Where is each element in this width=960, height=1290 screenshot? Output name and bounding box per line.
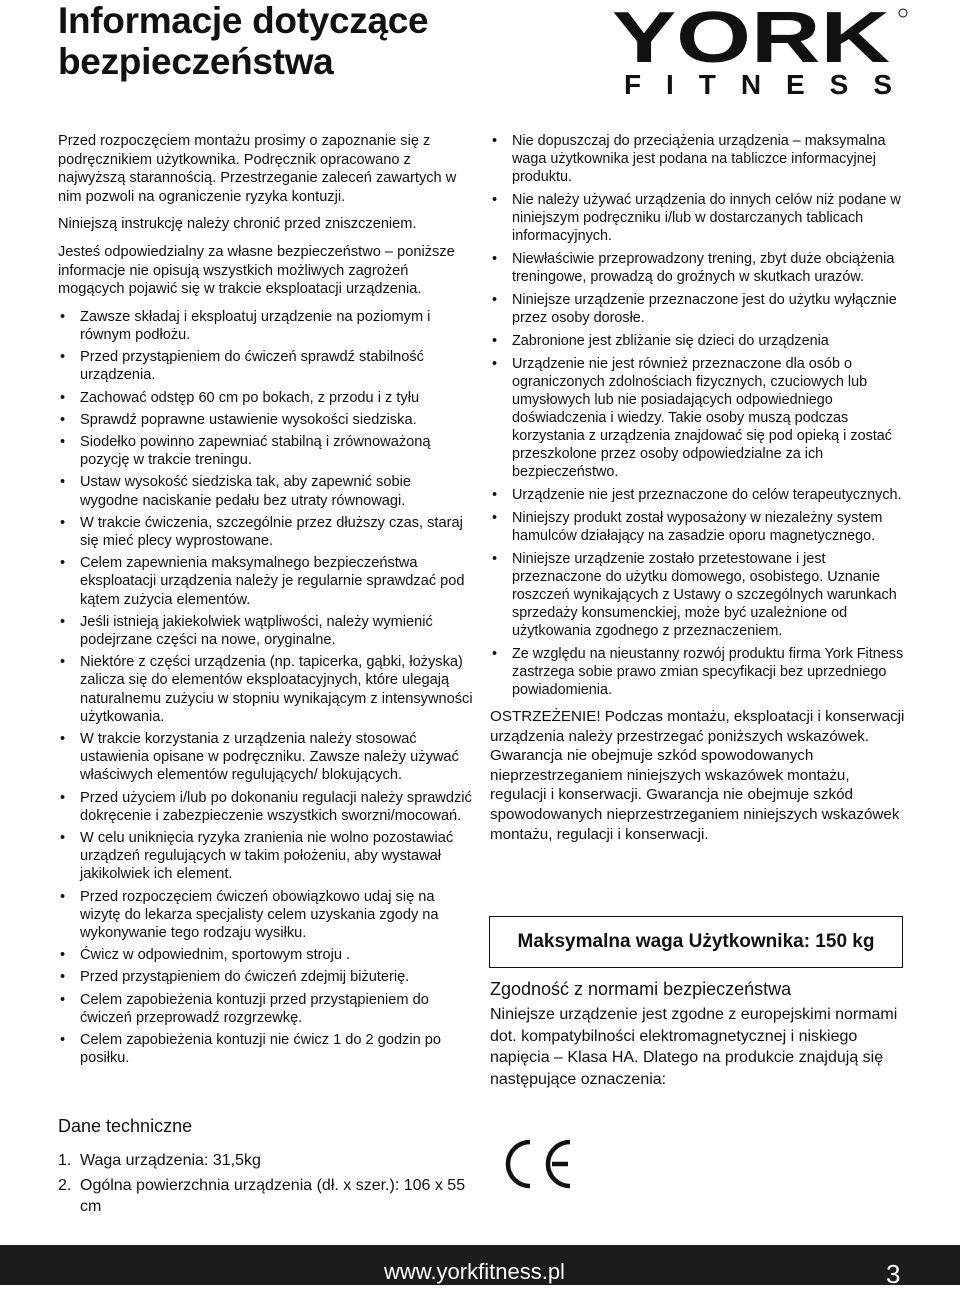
- list-item: [490, 355, 910, 481]
- list-item-text: Jeśli istnieją jakiekolwiek wątpliwości, należy wymienić podejrzane części na nowe, oryginalne.: [80, 613, 433, 648]
- bullet-icon: •: [60, 613, 66, 630]
- bullet-icon: •: [60, 474, 66, 491]
- bullet-icon: •: [492, 292, 498, 308]
- list-item: [490, 550, 910, 640]
- bullet-icon: •: [60, 1032, 66, 1049]
- list-item: [58, 789, 473, 825]
- page-number: 3: [886, 1259, 901, 1289]
- list-item-text: Przed rozpoczęciem ćwiczeń obowiązkowo udaj się na wizytę do lekarza specjalisty celem uzyskania zgody na wykonywanie tego rodzaju wysiłku.: [80, 888, 439, 942]
- list-item-text: Nie należy używać urządzenia do innych celów niż podane w niniejszym podręczniku i/lub w dostarczanych tablicach informacyjnych.: [512, 192, 901, 244]
- list-item: [58, 389, 473, 407]
- list-item: [490, 486, 910, 504]
- protect-paragraph: Niniejszą instrukcję należy chronić przed zniszczeniem.: [58, 216, 417, 233]
- list-item-text: Zabronione jest zbliżanie się dzieci do urządzenia: [512, 333, 829, 349]
- list-item-text: Urządzenie nie jest przeznaczone do celów terapeutycznych.: [512, 487, 902, 503]
- list-item: [490, 291, 910, 327]
- list-item-text: W celu uniknięcia ryzyka zranienia nie wolno pozostawiać urządzeń regulujących w takim położeniu, aby wystawał jakikolwiek ich element.: [80, 830, 454, 883]
- tech-item-text: Waga urządzenia: 31,5kg: [80, 1152, 261, 1169]
- list-item: [58, 946, 473, 964]
- bullet-icon: •: [492, 333, 498, 349]
- conformity-title: Zgodność z normami bezpieczeństwa: [490, 979, 792, 999]
- bullet-icon: •: [60, 433, 66, 450]
- left-column: [58, 132, 473, 1071]
- bullet-icon: •: [492, 251, 498, 267]
- tech-item: [58, 1175, 478, 1217]
- conformity-text: Niniejsze urządzenie jest zgodne z europejskimi normami dot. kompatybilności elektromagnetycznej i niskiego napięcia – Klasa HA. Dlatego na produkcie znajdują się następujące oznaczenia:: [490, 1006, 898, 1088]
- max-weight-box: Maksymalna waga Użytkownika: 150 kg: [489, 916, 903, 968]
- list-item-text: Niewłaściwie przeprowadzony trening, zbyt duże obciążenia treningowe, prowadzą do groźnych w skutkach urazów.: [512, 251, 895, 285]
- list-item: [58, 514, 473, 550]
- title-line-1: Informacje dotyczące: [58, 0, 429, 41]
- tech-item-number: 1.: [58, 1152, 72, 1169]
- list-item-text: Ćwicz w odpowiednim, sportowym stroju .: [80, 947, 351, 964]
- list-item: [58, 308, 473, 344]
- website-url: www.yorkfitness.pl: [384, 1259, 565, 1284]
- list-item-text: Ze względu na nieustanny rozwój produktu firma York Fitness zastrzega sobie prawo zmian specyfikacji bez uprzedniego powiadomienia.: [512, 646, 904, 698]
- bullet-icon: •: [60, 411, 66, 428]
- list-item: [58, 829, 473, 884]
- tech-item: [58, 1150, 478, 1171]
- warning-paragraph: OSTRZEŻENIE! Podczas montażu, eksploatacji i konserwacji urządzenia należy przestrzegać poniższych wskazówek. Gwarancja nie obejmuje szkód spowodowanych nieprzestrzeganiem niniejszych wskazówek montażu, regulacji i konserwacji. Gwarancja nie obejmuje szkód spowodowanych nieprzestrzeganiem niniejszych wskazówek montażu, regulacji i konserwacji.: [490, 708, 905, 843]
- list-item-text: Zawsze składaj i eksploatuj urządzenie na poziomym i równym podłożu.: [80, 308, 431, 343]
- safety-list-right: [490, 132, 910, 699]
- york-fitness-logo: [612, 4, 912, 99]
- ce-mark-icon: [494, 1136, 576, 1192]
- list-item: [58, 968, 473, 986]
- bullet-icon: •: [60, 654, 66, 671]
- list-item: [58, 613, 473, 649]
- list-item-text: Celem zapewnienia maksymalnego bezpieczeństwa eksploatacji urządzenia należy je regularnie sprawdzać pod kątem zużycia elementów.: [80, 555, 465, 608]
- tech-data-list: [58, 1150, 478, 1221]
- responsibility-paragraph: Jesteś odpowiedzialny za własne bezpieczeństwo – poniższe informacje nie opisują wszystkich możliwych zagrożeń mogących pojawić się w trakcie eksploatacji urządzenia.: [58, 243, 455, 298]
- list-item-text: Niniejsze urządzenie zostało przetestowane i jest przeznaczone do użytku domowego, osobistego. Uznanie roszczeń wynikających z Ustawy o szczególnych warunkach sprzedaży konsumenckiej, może być uzależnione od użytkowania zgodnego z przeznaczeniem.: [512, 551, 897, 639]
- logo-sub-text: FITNESS: [624, 69, 892, 99]
- list-item: [58, 991, 473, 1027]
- list-item: [58, 411, 473, 429]
- bullet-icon: •: [60, 830, 66, 847]
- bullet-icon: •: [60, 389, 66, 406]
- bullet-icon: •: [492, 133, 498, 149]
- bullet-icon: •: [60, 349, 66, 366]
- intro-paragraph: Przed rozpoczęciem montażu prosimy o zapoznanie się z podręcznikiem użytkownika. Podręcznik opracowano z najwyższą starannością. Przestrzeganie zaleceń zawartych w nim pozwoli na ograniczenie ryzyka kontuzji.: [58, 133, 457, 205]
- list-item-text: Przed użyciem i/lub po dokonaniu regulacji należy sprawdzić dokręcenie i zabezpieczenie wszystkich sworzni/mocowań.: [80, 789, 472, 824]
- list-item-text: Przed przystąpieniem do ćwiczeń zdejmij biżuterię.: [80, 969, 410, 986]
- tech-item-text: Ogólna powierzchnia urządzenia (dł. x szer.): 106 x 55 cm: [80, 1177, 466, 1215]
- list-item-text: Przed przystąpieniem do ćwiczeń sprawdź stabilność urządzenia.: [80, 349, 424, 384]
- list-item-text: W trakcie ćwiczenia, szczególnie przez dłuższy czas, staraj się mieć plecy wyprostowane.: [80, 514, 463, 549]
- list-item: [490, 191, 910, 245]
- list-item: [58, 730, 473, 785]
- list-item-text: Celem zapobieżenia kontuzji nie ćwicz 1 do 2 godzin po posiłku.: [80, 1032, 442, 1067]
- list-item: [490, 332, 910, 350]
- list-item-text: Nie dopuszczaj do przeciążenia urządzenia – maksymalna waga użytkownika jest podana na tabliczce informacyjnej produktu.: [512, 133, 886, 185]
- bullet-icon: •: [60, 731, 66, 748]
- tech-item-number: 2.: [58, 1177, 72, 1194]
- list-item: [58, 888, 473, 943]
- bullet-icon: •: [492, 356, 498, 372]
- bullet-icon: •: [492, 646, 498, 662]
- list-item-text: Ustaw wysokość siedziska tak, aby zapewnić sobie wygodne naciskanie pedału bez utraty równowagi.: [80, 474, 411, 509]
- bullet-icon: •: [60, 789, 66, 806]
- bullet-icon: •: [60, 969, 66, 986]
- bullet-icon: •: [60, 514, 66, 531]
- list-item: [58, 348, 473, 384]
- list-item: [58, 1031, 473, 1067]
- bullet-icon: •: [60, 991, 66, 1008]
- list-item-text: Siodełko powinno zapewniać stabilną i zrównoważoną pozycję w trakcie treningu.: [80, 433, 431, 469]
- list-item-text: Sprawdź poprawne ustawienie wysokości siedziska.: [80, 411, 417, 428]
- list-item: [490, 645, 910, 699]
- bullet-icon: •: [60, 947, 66, 964]
- safety-list-left: [58, 308, 473, 1068]
- bullet-icon: •: [492, 487, 498, 503]
- list-item: [490, 132, 910, 186]
- list-item-text: Niniejszy produkt został wyposażony w niezależny system hamulców działający na zasadzie oporu magnetycznego.: [512, 510, 883, 544]
- list-item-text: Zachować odstęp 60 cm po bokach, z przodu i z tyłu: [80, 389, 420, 406]
- bullet-icon: •: [492, 510, 498, 526]
- list-item: [58, 554, 473, 609]
- logo-main-text: YORK: [612, 4, 890, 78]
- tech-data-title: Dane techniczne: [58, 1116, 193, 1136]
- page-title: [58, 0, 428, 82]
- list-item: [58, 433, 473, 469]
- list-item-text: Niniejsze urządzenie przeznaczone jest do użytku wyłącznie przez osoby dorosłe.: [512, 292, 897, 326]
- list-item: [58, 473, 473, 509]
- list-item-text: Celem zapobieżenia kontuzji przed przystąpieniem do ćwiczeń przeprowadź rozgrzewkę.: [80, 991, 429, 1026]
- list-item-text: Urządzenie nie jest również przeznaczone dla osób o ograniczonych zdolnościach fizycznych, czuciowych lub umysłowych lub nie posiadających odpowiedniego doświadczenia i wiedzy. Takie osoby muszą podczas korzystania z urządzenia znajdować się pod opieką i zostać przeszkolone przez osoby odpowiedzialne za ich bezpieczeństwo.: [512, 356, 892, 480]
- list-item-text: W trakcie korzystania z urządzenia należy stosować ustawienia opisane w podręczniku. Zawsze należy używać właściwych elementów regulujących/ blokujących.: [80, 731, 459, 784]
- list-item-text: Niektóre z części urządzenia (np. tapicerka, gąbki, łożyska) zalicza się do elementów eksploatacyjnych, które ulegają naturalnemu zużyciu w stopniu wynikającym z intensywności użytkowania.: [80, 654, 473, 725]
- list-item: [490, 509, 910, 545]
- bullet-icon: •: [492, 551, 498, 567]
- bullet-icon: •: [60, 555, 66, 572]
- bullet-icon: •: [492, 192, 498, 208]
- bullet-icon: •: [60, 308, 66, 325]
- title-line-2: bezpieczeństwa: [58, 41, 334, 82]
- list-item: [490, 250, 910, 286]
- list-item: [58, 653, 473, 726]
- right-column: [490, 132, 910, 844]
- bullet-icon: •: [60, 888, 66, 905]
- registered-mark-icon: [899, 9, 907, 17]
